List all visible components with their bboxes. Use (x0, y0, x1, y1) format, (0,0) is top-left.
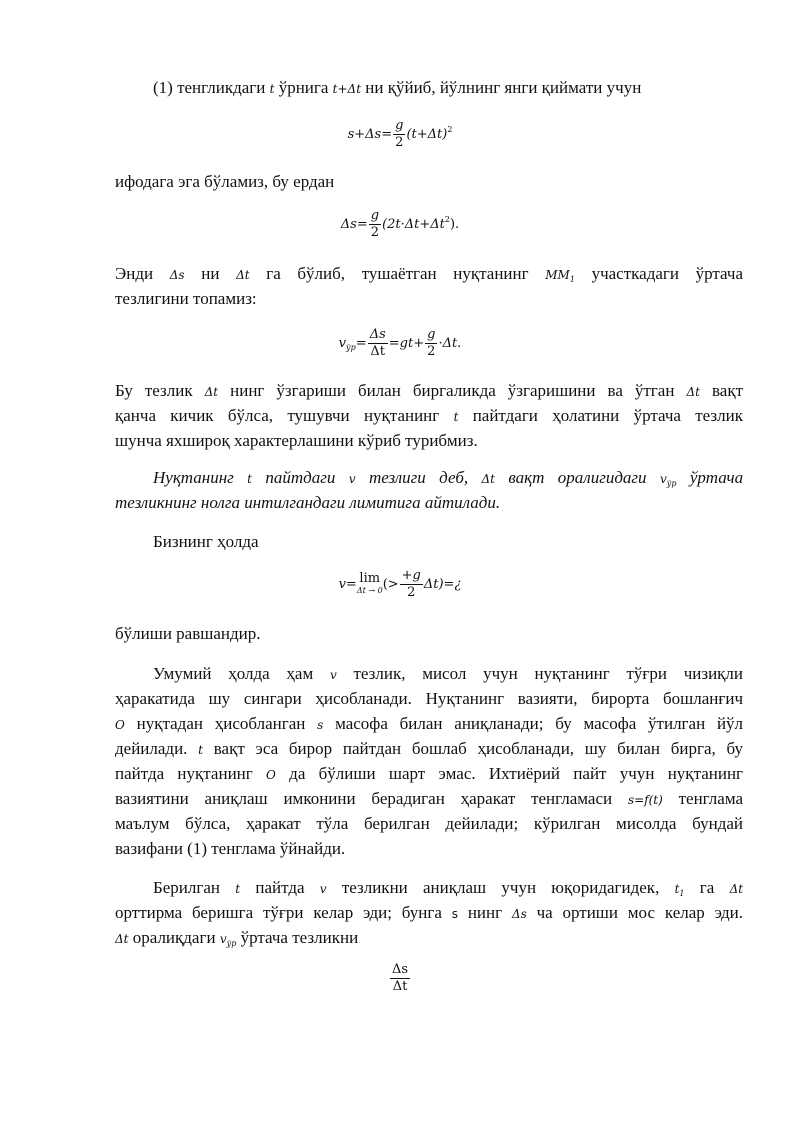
text: Энди (115, 264, 154, 283)
formula-2 (0, 208, 800, 241)
text: пайтдаги (265, 468, 336, 487)
math-variable: Δt (729, 882, 744, 896)
math-variable: t (453, 410, 459, 424)
math-variable: O (115, 718, 125, 732)
formula-lhs: Δs= (340, 217, 368, 232)
text: вақт (711, 381, 744, 400)
fraction (425, 327, 437, 360)
fraction-denominator: 2 (370, 225, 380, 240)
text: ўрнига (278, 78, 329, 97)
text: пайтда нуқтанинг (115, 764, 253, 783)
text: орттирма беришга тўғри келар эди; бунга (115, 903, 442, 922)
paragraph-2: ифодага эга бўламиз, бу ердан (115, 172, 335, 191)
math-variable: Δt (115, 932, 129, 946)
math-variable: v (329, 668, 337, 682)
formula-end: ·Δt. (438, 336, 462, 351)
text: га (699, 878, 715, 897)
text: Бу тезлик (115, 381, 193, 400)
paragraph-6: Бизнинг ҳолда (153, 532, 259, 551)
math-variable: t (198, 743, 203, 757)
text: ўртача тезликни (240, 928, 359, 947)
text: нинг (467, 903, 503, 922)
math-variable: Δt (236, 268, 250, 282)
subscript: 1 (569, 275, 575, 284)
math-variable: O (266, 768, 276, 782)
fraction (393, 118, 405, 151)
formula-bracket: (> (382, 577, 399, 592)
text: ни (201, 264, 220, 283)
text: га бўлиб, тушаётган нуқтанинг (266, 264, 529, 283)
paragraph-9-line-1 (153, 878, 743, 904)
paragraph-8-line-5 (115, 764, 743, 785)
text: дейилади. (115, 739, 188, 758)
velocity-symbol: v (659, 472, 667, 486)
paragraph-1-line-1 (153, 78, 743, 99)
formula-rhs: (2t·Δt+Δt (382, 217, 445, 232)
velocity-symbol: v (219, 932, 227, 946)
text: масофа билан аниқланади; бу масофа ўтилган йўл (335, 714, 744, 733)
text: нинг ўзгариши билан биргаликда ўзгаришини ва ўтган (230, 381, 675, 400)
formula-end: ). (449, 217, 460, 232)
math-variable: t (235, 882, 241, 896)
text: нуқтадан ҳисобланган (136, 714, 306, 733)
math-expression: t+Δt (332, 82, 362, 96)
fraction-numerator: g (427, 327, 436, 342)
fraction (400, 568, 423, 601)
fraction-numerator: Δs (391, 962, 409, 977)
math-variable: Δs (169, 268, 185, 282)
math-variable: v (319, 882, 327, 896)
text: тенглама (678, 789, 744, 808)
limit-subscript: Δt → 0 (356, 585, 383, 595)
paragraph-8-line-8: вазифани (1) тенглама ўйнайди. (115, 839, 346, 858)
paragraph-8-line-6 (115, 789, 743, 810)
fraction (390, 962, 410, 995)
paragraph-9-line-2 (115, 903, 743, 924)
math-variable: Δt (686, 385, 700, 399)
paragraph-7: бўлиши равшандир. (115, 624, 261, 643)
paragraph-8-line-2: ҳаракатида шу сингари ҳисобланади. Нуқтанинг вазияти, бирорта бошланғич (115, 689, 743, 708)
text: вақт оралигидаги (508, 468, 647, 487)
text: оралиқдаги (132, 928, 216, 947)
math-variable (220, 932, 237, 946)
text: Нуқтанинг (153, 468, 234, 487)
fraction (368, 327, 388, 360)
math-variable: s (451, 907, 458, 921)
formula-middle: =gt+ (388, 336, 425, 351)
text: да бўлиши шарт эмас. Ихтиёрий пайт учун нуқтанинг (289, 764, 744, 783)
equals-sign: = (355, 336, 367, 351)
formula-rhs: (t+Δt) (406, 127, 448, 142)
exponent: 2 (447, 125, 453, 134)
subscript: ўр (346, 343, 356, 352)
math-variable (545, 268, 575, 282)
math-variable: v (348, 472, 356, 486)
math-expression: s=f(t) (627, 793, 663, 807)
math-variable: Δt (481, 472, 496, 486)
paragraph-4-line-2 (115, 406, 743, 427)
text: тезлик, мисол учун нуқтанинг тўғри чизиқли (353, 664, 744, 683)
definition-line-1 (153, 468, 743, 494)
math-variable: Δt (204, 385, 219, 399)
text: пайтдаги ҳолатини ўртача тезлик (472, 406, 743, 425)
paragraph-4-line-3: шунча яхшироқ характерлашини кўриб турибмиз. (115, 431, 478, 450)
formula-4 (0, 568, 800, 601)
text: Умумий ҳолда ҳам (153, 664, 314, 683)
text: ўртача (689, 468, 744, 487)
math-variable: s (317, 718, 324, 732)
formula-3 (0, 327, 800, 360)
formula-1 (0, 118, 800, 151)
limit-label: lim (359, 570, 381, 586)
text: Берилган (153, 878, 221, 897)
text: (1) тенгликдаги (153, 78, 266, 97)
exponent: 2 (444, 215, 450, 224)
fraction-numerator: g (370, 208, 380, 223)
limit-operator (356, 570, 383, 597)
text: тезликни аниқлаш учун юқоридагидек, (341, 878, 660, 897)
text: ни қўйиб, йўлнинг янги қиймати учун (365, 78, 642, 97)
math-variable (675, 882, 685, 896)
formula-lhs: s+Δs= (347, 127, 393, 142)
text: қанча кичик бўлса, тушувчи нуқтанинг (115, 406, 440, 425)
fraction-denominator: 2 (427, 344, 436, 359)
paragraph-8-line-7: маълум бўлса, ҳаракат тўла берилган дейилади; кўрилган мисолда бундай (115, 814, 743, 833)
math-variable (660, 472, 677, 486)
math-variable: t (269, 82, 275, 96)
time-symbol: t (674, 882, 680, 896)
paragraph-3-line-2: тезлигини топамиз: (115, 289, 257, 308)
math-variable: Δs (511, 907, 527, 921)
fraction-numerator: +g (401, 568, 421, 583)
text: вақт эса бирор пайтдан бошлаб ҳисобланади, шу билан бирга, бу (213, 739, 744, 758)
paragraph-8-line-4 (115, 739, 743, 760)
fraction-denominator: Δt (370, 344, 386, 359)
definition-line-2: тезликнинг нолга интилгандаги лимитига айтилади. (115, 493, 501, 512)
subscript: ўр (666, 479, 677, 488)
subscript: ўр (226, 939, 237, 948)
fraction-numerator: Δs (369, 327, 386, 342)
fraction (369, 208, 381, 241)
paragraph-4-line-1 (115, 381, 743, 402)
subscript: 1 (679, 889, 685, 898)
paragraph-8-line-1 (153, 664, 743, 685)
text: вазиятини аниқлаш имконини берадиган ҳаракат тенгламаси (115, 789, 613, 808)
math-variable: t (247, 472, 252, 486)
segment-name: MM (545, 268, 570, 282)
formula-lhs: v= (338, 577, 357, 592)
velocity-symbol: v (338, 336, 347, 351)
fraction-denominator: Δt (392, 979, 408, 994)
text: пайтда (255, 878, 305, 897)
formula-5 (0, 962, 800, 995)
paragraph-3-line-1 (115, 264, 743, 290)
paragraph-8-line-3 (115, 714, 743, 735)
paragraph-9-line-3 (115, 928, 743, 954)
text: ча ортиши мос келар эди. (536, 903, 744, 922)
fraction-denominator: 2 (407, 585, 416, 600)
text: тезлиги деб, (368, 468, 469, 487)
formula-rhs: Δt)=¿ (423, 577, 462, 592)
fraction-numerator: g (395, 118, 404, 133)
text: участкадаги ўртача (591, 264, 743, 283)
fraction-denominator: 2 (395, 135, 404, 150)
